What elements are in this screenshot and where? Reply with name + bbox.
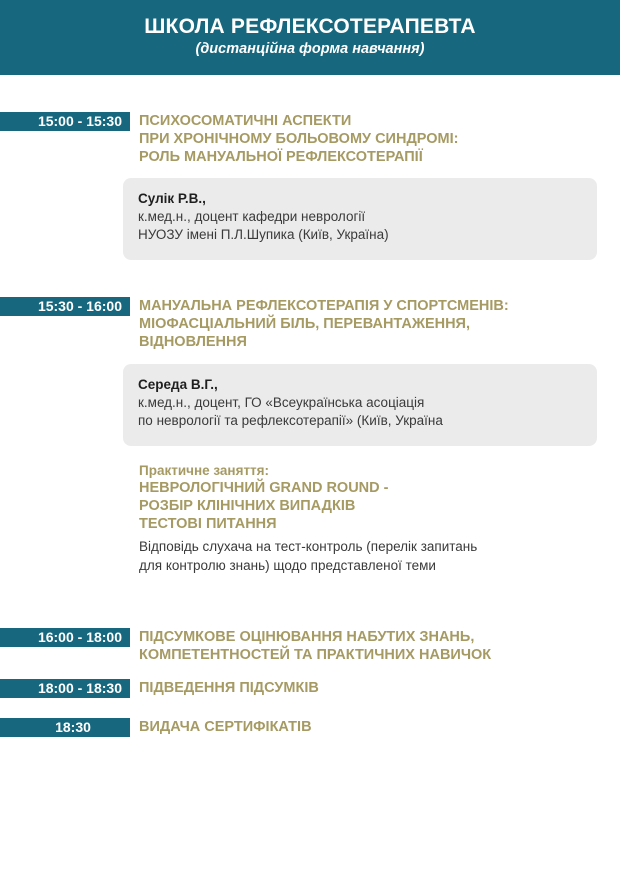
speaker-box-1	[123, 178, 597, 260]
session-title-line: МІОФАСЦІАЛЬНИЙ БІЛЬ, ПЕРЕВАНТАЖЕННЯ,	[139, 316, 471, 332]
session-title-line: ПРИ ХРОНІЧНОМУ БОЛЬОВОМУ СИНДРОМІ:	[139, 131, 459, 147]
practice-desc-line: Відповідь слухача на тест-контроль (перелік запитань	[139, 539, 478, 554]
page-header	[0, 0, 620, 75]
session-time-1: 15:00 - 15:30	[0, 112, 130, 131]
session-time-2: 15:30 - 16:00	[0, 297, 130, 316]
session-title-line: ПІДСУМКОВЕ ОЦІНЮВАННЯ НАБУТИХ ЗНАНЬ,	[139, 629, 475, 645]
session-title-line: ПСИХОСОМАТИЧНІ АСПЕКТИ	[139, 113, 352, 129]
session-title-line: МАНУАЛЬНА РЕФЛЕКСОТЕРАПІЯ У СПОРТСМЕНІВ:	[139, 298, 509, 314]
speaker-info-line: по неврології та рефлексотерапії» (Київ, Україна	[138, 413, 443, 428]
speaker-info-line: к.мед.н., доцент, ГО «Всеукраїнська асоціація	[138, 395, 425, 410]
session-title-4	[139, 679, 609, 697]
practice-label: Практичне заняття:	[139, 463, 270, 478]
practice-title-line: НЕВРОЛОГІЧНИЙ GRAND ROUND -	[139, 480, 389, 496]
session-title-line: РОЛЬ МАНУАЛЬНОЇ РЕФЛЕКСОТЕРАПІЇ	[139, 149, 423, 165]
session-title-line: ВІДНОВЛЕННЯ	[139, 334, 247, 350]
session-title-line: ПІДВЕДЕННЯ ПІДСУМКІВ	[139, 680, 319, 696]
speaker-name: Середа В.Г.,	[138, 377, 218, 392]
speaker-info-line: НУОЗУ імені П.Л.Шупика (Київ, Україна)	[138, 227, 389, 242]
speaker-name: Сулік Р.В.,	[138, 191, 206, 206]
speaker-box-2	[123, 364, 597, 446]
session-time-3: 16:00 - 18:00	[0, 628, 130, 647]
session-title-5	[139, 718, 609, 736]
speaker-info-line: к.мед.н., доцент кафедри неврології	[138, 209, 366, 224]
practice-title-line: РОЗБІР КЛІНІЧНИХ ВИПАДКІВ	[139, 498, 356, 514]
session-title-line: ВИДАЧА СЕРТИФІКАТІВ	[139, 719, 312, 735]
practice-description	[139, 537, 599, 575]
session-title-3	[139, 628, 609, 664]
practice-title-line: ТЕСТОВІ ПИТАННЯ	[139, 516, 277, 532]
practice-desc-line: для контролю знань) щодо представленої теми	[139, 558, 436, 573]
session-time-5: 18:30	[0, 718, 130, 737]
practice-block	[139, 462, 599, 575]
session-title-1	[139, 112, 609, 166]
page-subtitle: (дистанційна форма навчання)	[195, 41, 425, 57]
session-title-2	[139, 297, 609, 351]
page-title: ШКОЛА РЕФЛЕКСОТЕРАПЕВТА	[144, 15, 476, 38]
session-time-4: 18:00 - 18:30	[0, 679, 130, 698]
session-title-line: КОМПЕТЕНТНОСТЕЙ ТА ПРАКТИЧНИХ НАВИЧОК	[139, 647, 492, 663]
